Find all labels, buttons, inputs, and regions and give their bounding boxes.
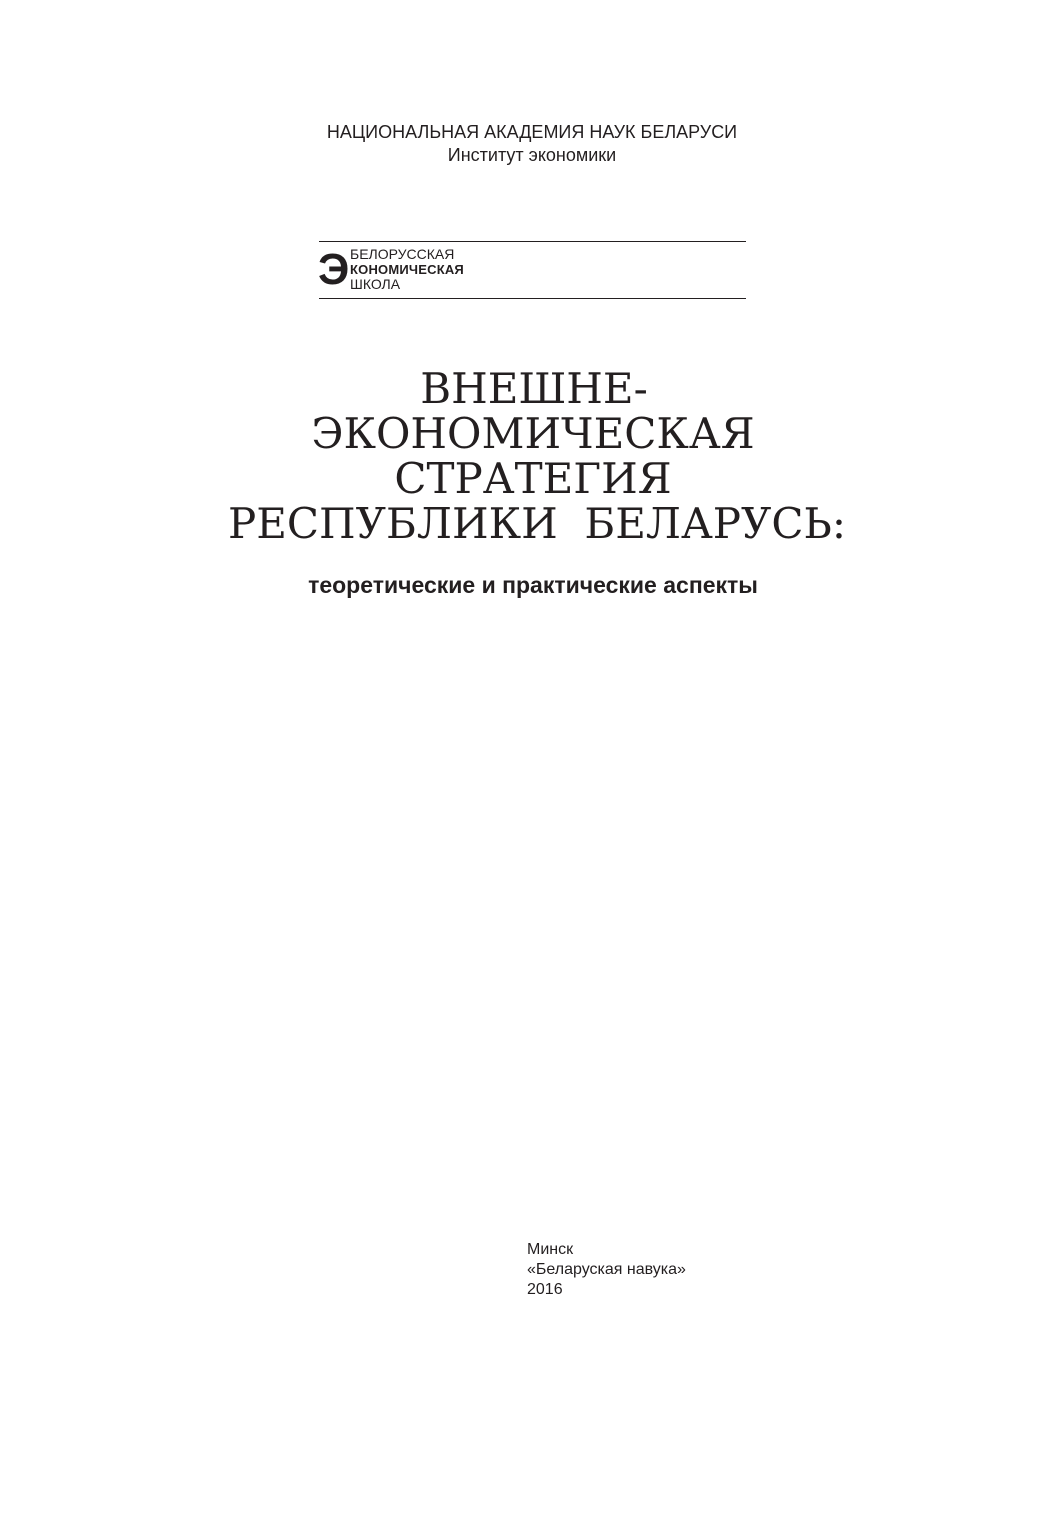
title-line: ЭКОНОМИЧЕСКАЯ	[311, 409, 755, 458]
series-name-line-3: ШКОЛА	[350, 276, 401, 292]
imprint-year: 2016	[527, 1281, 563, 1298]
series-name-line-2: КОНОМИЧЕСКАЯ	[350, 262, 464, 277]
title-line: ВНЕШНЕ-	[420, 364, 648, 413]
title-line: СТРАТЕГИЯ	[394, 454, 672, 503]
book-subtitle: теоретические и практические аспекты	[308, 572, 758, 598]
institute-name: Институт экономики	[447, 145, 617, 165]
series-rule-bottom	[319, 298, 746, 299]
series-name-line-1: БЕЛОРУССКАЯ	[350, 246, 455, 262]
imprint-publisher: «Беларуская навука»	[527, 1261, 686, 1278]
series-rule-top	[319, 241, 746, 242]
series-logo-letter: Э	[318, 245, 350, 294]
book-title	[0, 366, 1058, 546]
organization-name: НАЦИОНАЛЬНАЯ АКАДЕМИЯ НАУК БЕЛАРУСИ	[326, 122, 738, 142]
series-logo	[318, 245, 518, 295]
imprint-city: Минск	[527, 1241, 574, 1258]
title-line: РЕСПУБЛИКИ БЕЛАРУСЬ:	[228, 499, 846, 548]
imprint	[527, 1240, 686, 1300]
